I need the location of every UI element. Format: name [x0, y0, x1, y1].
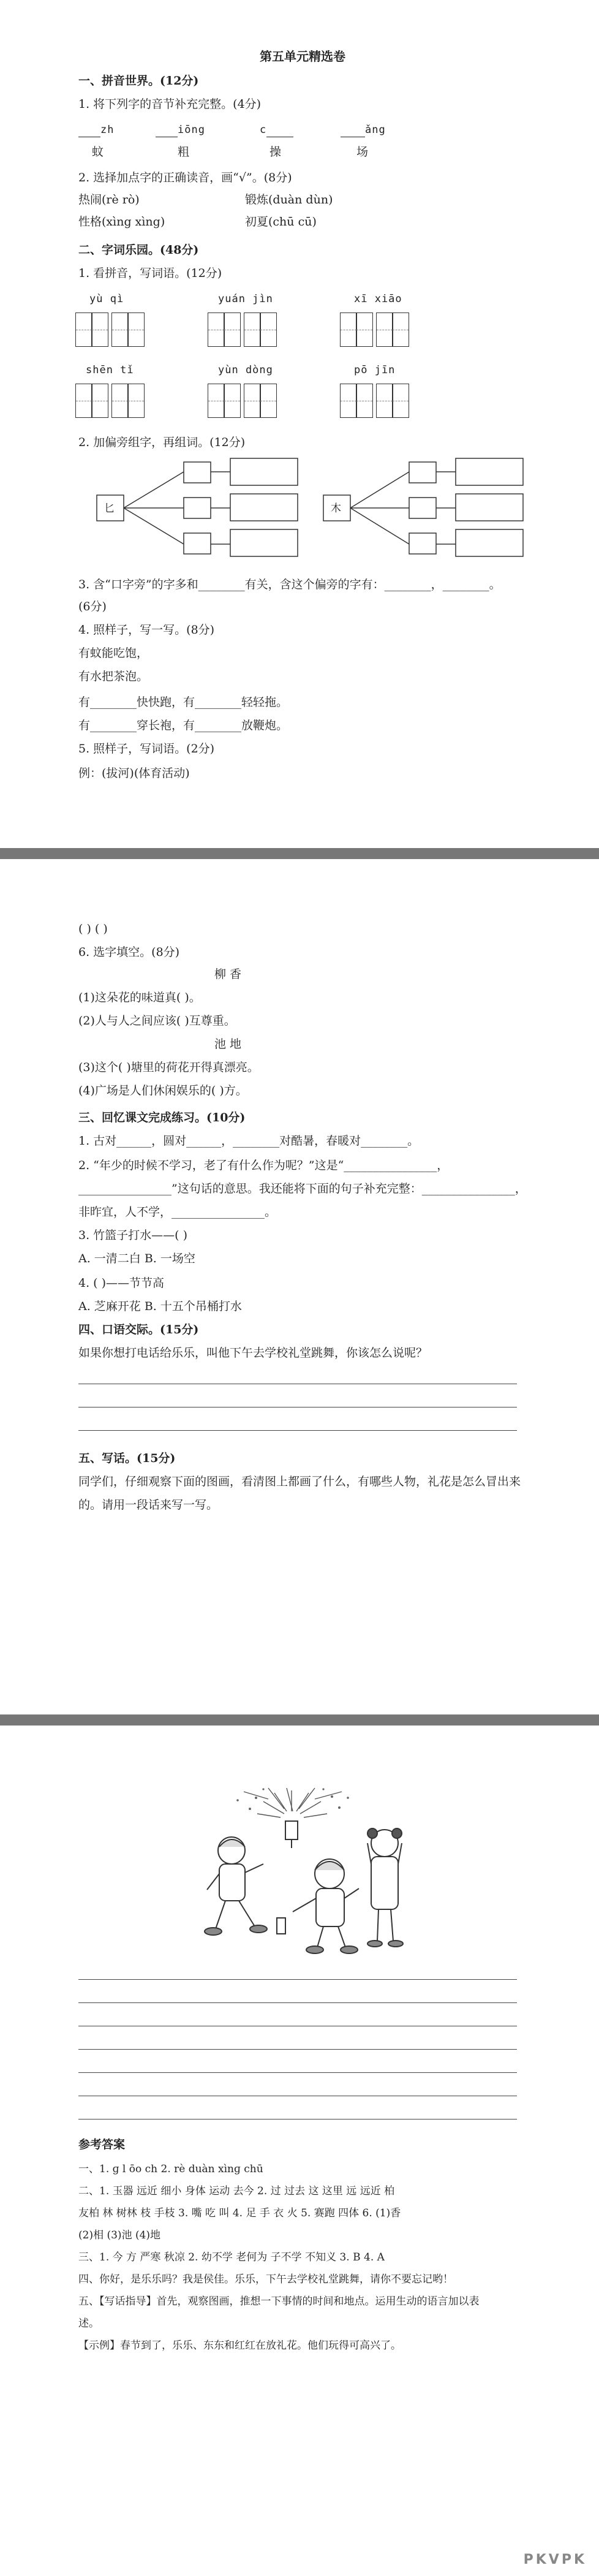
- s2-q2: 2. 加偏旁组字，再组词。(12分): [78, 436, 246, 449]
- answer-line-2: 二、1. 玉器 远近 细小 身体 运动 去今 2. 过 过去 这 这里 远 远近 柏: [78, 2185, 395, 2197]
- syllable-char-3: 操: [269, 145, 282, 159]
- s1-q2: 2. 选择加点字的正确读音，画“√”。(8分): [78, 171, 292, 184]
- reading-item-2: 锻炼(duàn dùn): [245, 193, 333, 206]
- writing-line[interactable]: [78, 1979, 517, 1980]
- s3-q4-options: A. 芝麻开花 B. 十五个吊桶打水: [78, 1300, 242, 1313]
- q6-sentence-3[interactable]: (3)这个( )塘里的荷花开得真漂亮。: [78, 1061, 259, 1074]
- syllable-3: c: [260, 123, 293, 137]
- syllable-char-2: 粗: [178, 145, 190, 159]
- pinyin-label-6: pō jīn: [354, 364, 396, 376]
- radical-right-label: 木: [331, 502, 341, 515]
- answer-line-7: 五、【写话指导】首先，观察图画，推想一下事情的时间和地点。运用生动的语言加以表: [78, 2295, 480, 2308]
- s3-q3-options: A. 一清二白 B. 一场空: [78, 1252, 195, 1265]
- s2-q5-example: 例：(拔河)(体育活动): [78, 767, 190, 780]
- s2-q4-example-2: 有水把茶泡。: [78, 670, 149, 683]
- s2-q3: 3. 含“口字旁”的字多和________有关，含这个偏旁的字有：________，________。: [78, 578, 501, 591]
- writing-grid-3[interactable]: [341, 313, 409, 347]
- writing-grid-6[interactable]: [341, 384, 409, 418]
- answer-line-8: 述。: [78, 2317, 99, 2330]
- pinyin-label-4: shēn tǐ: [86, 364, 134, 376]
- firework-sparks: [244, 1788, 342, 1817]
- page-2: [0, 859, 599, 1714]
- answer-line-5: 三、1. 今 方 严寒 秋凉 2. 幼不学 老何为 子不学 不知义 3. B 4. A: [78, 2251, 385, 2263]
- page-1: [0, 0, 599, 848]
- s3-q2-line-1[interactable]: 2. “年少的时候不学习，老了有什么作为呢？”这是“________________，: [78, 1159, 449, 1172]
- section-4-heading: 四、口语交际。(15分): [78, 1323, 199, 1336]
- page-separator-2: [0, 1714, 599, 1726]
- writing-line[interactable]: [78, 2119, 517, 2120]
- radical-tree-right: [323, 458, 523, 556]
- page-separator-1: [0, 848, 599, 859]
- reading-item-3: 性格(xìng xìng): [78, 215, 165, 229]
- radical-left-label: 匕: [104, 502, 115, 515]
- s1-q1: 1. 将下列字的音节补充完整。(4分): [78, 97, 262, 111]
- s5-prompt-2: 的。请用一段话来写一写。: [78, 1498, 219, 1512]
- s2-q6: 6. 选字填空。(8分): [78, 945, 180, 959]
- s2-q1: 1. 看拼音，写词语。(12分): [78, 267, 222, 280]
- answers-heading: 参考答案: [78, 2138, 126, 2151]
- syllable-1: zh: [78, 123, 114, 137]
- pinyin-label-3: xī xiāo: [354, 293, 402, 305]
- s2-q4: 4. 照样子，写一写。(8分): [78, 623, 215, 637]
- s2-q4-answer-1[interactable]: 有________快快跑，有________轻轻拖。: [78, 695, 288, 709]
- pinyin-label-2: yuán jìn: [218, 293, 273, 305]
- page-3: [0, 1726, 599, 2576]
- s3-q4[interactable]: 4. ( )——节节高: [78, 1276, 165, 1290]
- pinyin-label-5: yùn dòng: [218, 364, 273, 376]
- q6-pair-1: 柳 香: [214, 968, 242, 981]
- q6-sentence-4[interactable]: (4)广场是人们休闲娱乐的( )方。: [78, 1084, 247, 1097]
- s4-prompt: 如果你想打电话给乐乐，叫他下午去学校礼堂跳舞，你该怎么说呢？: [78, 1346, 428, 1360]
- s2-q3-score: (6分): [78, 600, 107, 613]
- answer-line-9: 【示例】春节到了，乐乐、东东和红红在放礼花。他们玩得可高兴了。: [78, 2339, 401, 2352]
- q6-sentence-2[interactable]: (2)人与人之间应该( )互尊重。: [78, 1014, 236, 1028]
- s3-q2-line-2[interactable]: ________________”这句话的意思。我还能将下面的句子补充完整：________________，: [78, 1182, 527, 1195]
- fireworks-illustration: [195, 1787, 434, 1958]
- firework-tube: [285, 1821, 298, 1839]
- s3-q2-line-3[interactable]: 非昨宜，人不学，________________。: [78, 1205, 277, 1219]
- s5-prompt-1: 同学们，仔细观察下面的图画，看清图上都画了什么，有哪些人物，礼花是怎么冒出来: [78, 1475, 521, 1488]
- answer-line[interactable]: [78, 1430, 517, 1431]
- writing-line[interactable]: [78, 2002, 517, 2003]
- syllable-char-4: 场: [356, 145, 369, 159]
- answer-line-4: (2)相 (3)池 (4)地: [78, 2229, 161, 2241]
- child-right: [367, 1828, 403, 1947]
- child-left: [205, 1837, 267, 1935]
- radical-diagram: [92, 455, 533, 571]
- spark-dots: [236, 1788, 349, 1810]
- child-middle: [277, 1859, 359, 1953]
- section-3-heading: 三、回忆课文完成练习。(10分): [78, 1111, 246, 1124]
- paper-title: 第五单元精选卷: [260, 49, 345, 64]
- s2-q5-continued[interactable]: ( ) ( ): [78, 922, 108, 936]
- section-1-heading: 一、拼音世界。(12分): [78, 74, 199, 88]
- q6-sentence-1[interactable]: (1)这朵花的味道真( )。: [78, 991, 201, 1004]
- s2-q4-answer-2[interactable]: 有________穿长袍，有________放鞭炮。: [78, 719, 288, 732]
- answer-line-6: 四、你好，是乐乐吗？我是侯佳。乐乐，下午去学校礼堂跳舞，请你不要忘记哟！: [78, 2273, 453, 2286]
- syllable-4: ǎng: [341, 123, 386, 137]
- answer-line-3: 友柏 林 树林 枝 手枝 3. 嘴 吃 叫 4. 足 手 衣 火 5. 赛跑 四体 6. (1)香: [78, 2207, 401, 2219]
- s3-q3[interactable]: 3. 竹篮子打水——( ): [78, 1229, 188, 1242]
- watermark-logo: PKVPK: [523, 2552, 587, 2567]
- pinyin-label-1: yù qì: [89, 293, 124, 305]
- reading-item-1: 热闹(rè rò): [78, 193, 140, 206]
- radical-tree-left: [97, 458, 298, 556]
- s3-q1[interactable]: 1. 古对______，圆对______，________对酷暑，春暖对________。: [78, 1134, 420, 1148]
- writing-grid-5[interactable]: [208, 384, 277, 418]
- writing-grid-2[interactable]: [208, 313, 277, 347]
- writing-grid-4[interactable]: [76, 384, 145, 418]
- answer-line-1: 一、1. ɡ l ōo ch 2. rè duàn xìnɡ chū: [78, 2163, 263, 2175]
- section-5-heading: 五、写话。(15分): [78, 1452, 176, 1465]
- s2-q4-example-1: 有蚊能吃饱，: [78, 646, 149, 660]
- writing-line[interactable]: [78, 2072, 517, 2073]
- writing-line[interactable]: [78, 2049, 517, 2050]
- section-2-heading: 二、字词乐园。(48分): [78, 243, 199, 257]
- reading-item-4: 初夏(chū cū): [245, 215, 317, 229]
- s2-q5: 5. 照样子，写词语。(2分): [78, 742, 215, 756]
- q6-pair-2: 池 地: [214, 1037, 242, 1051]
- syllable-char-1: 蚊: [92, 145, 104, 159]
- syllable-2: iōng: [156, 123, 205, 137]
- writing-grid-1[interactable]: [76, 313, 145, 347]
